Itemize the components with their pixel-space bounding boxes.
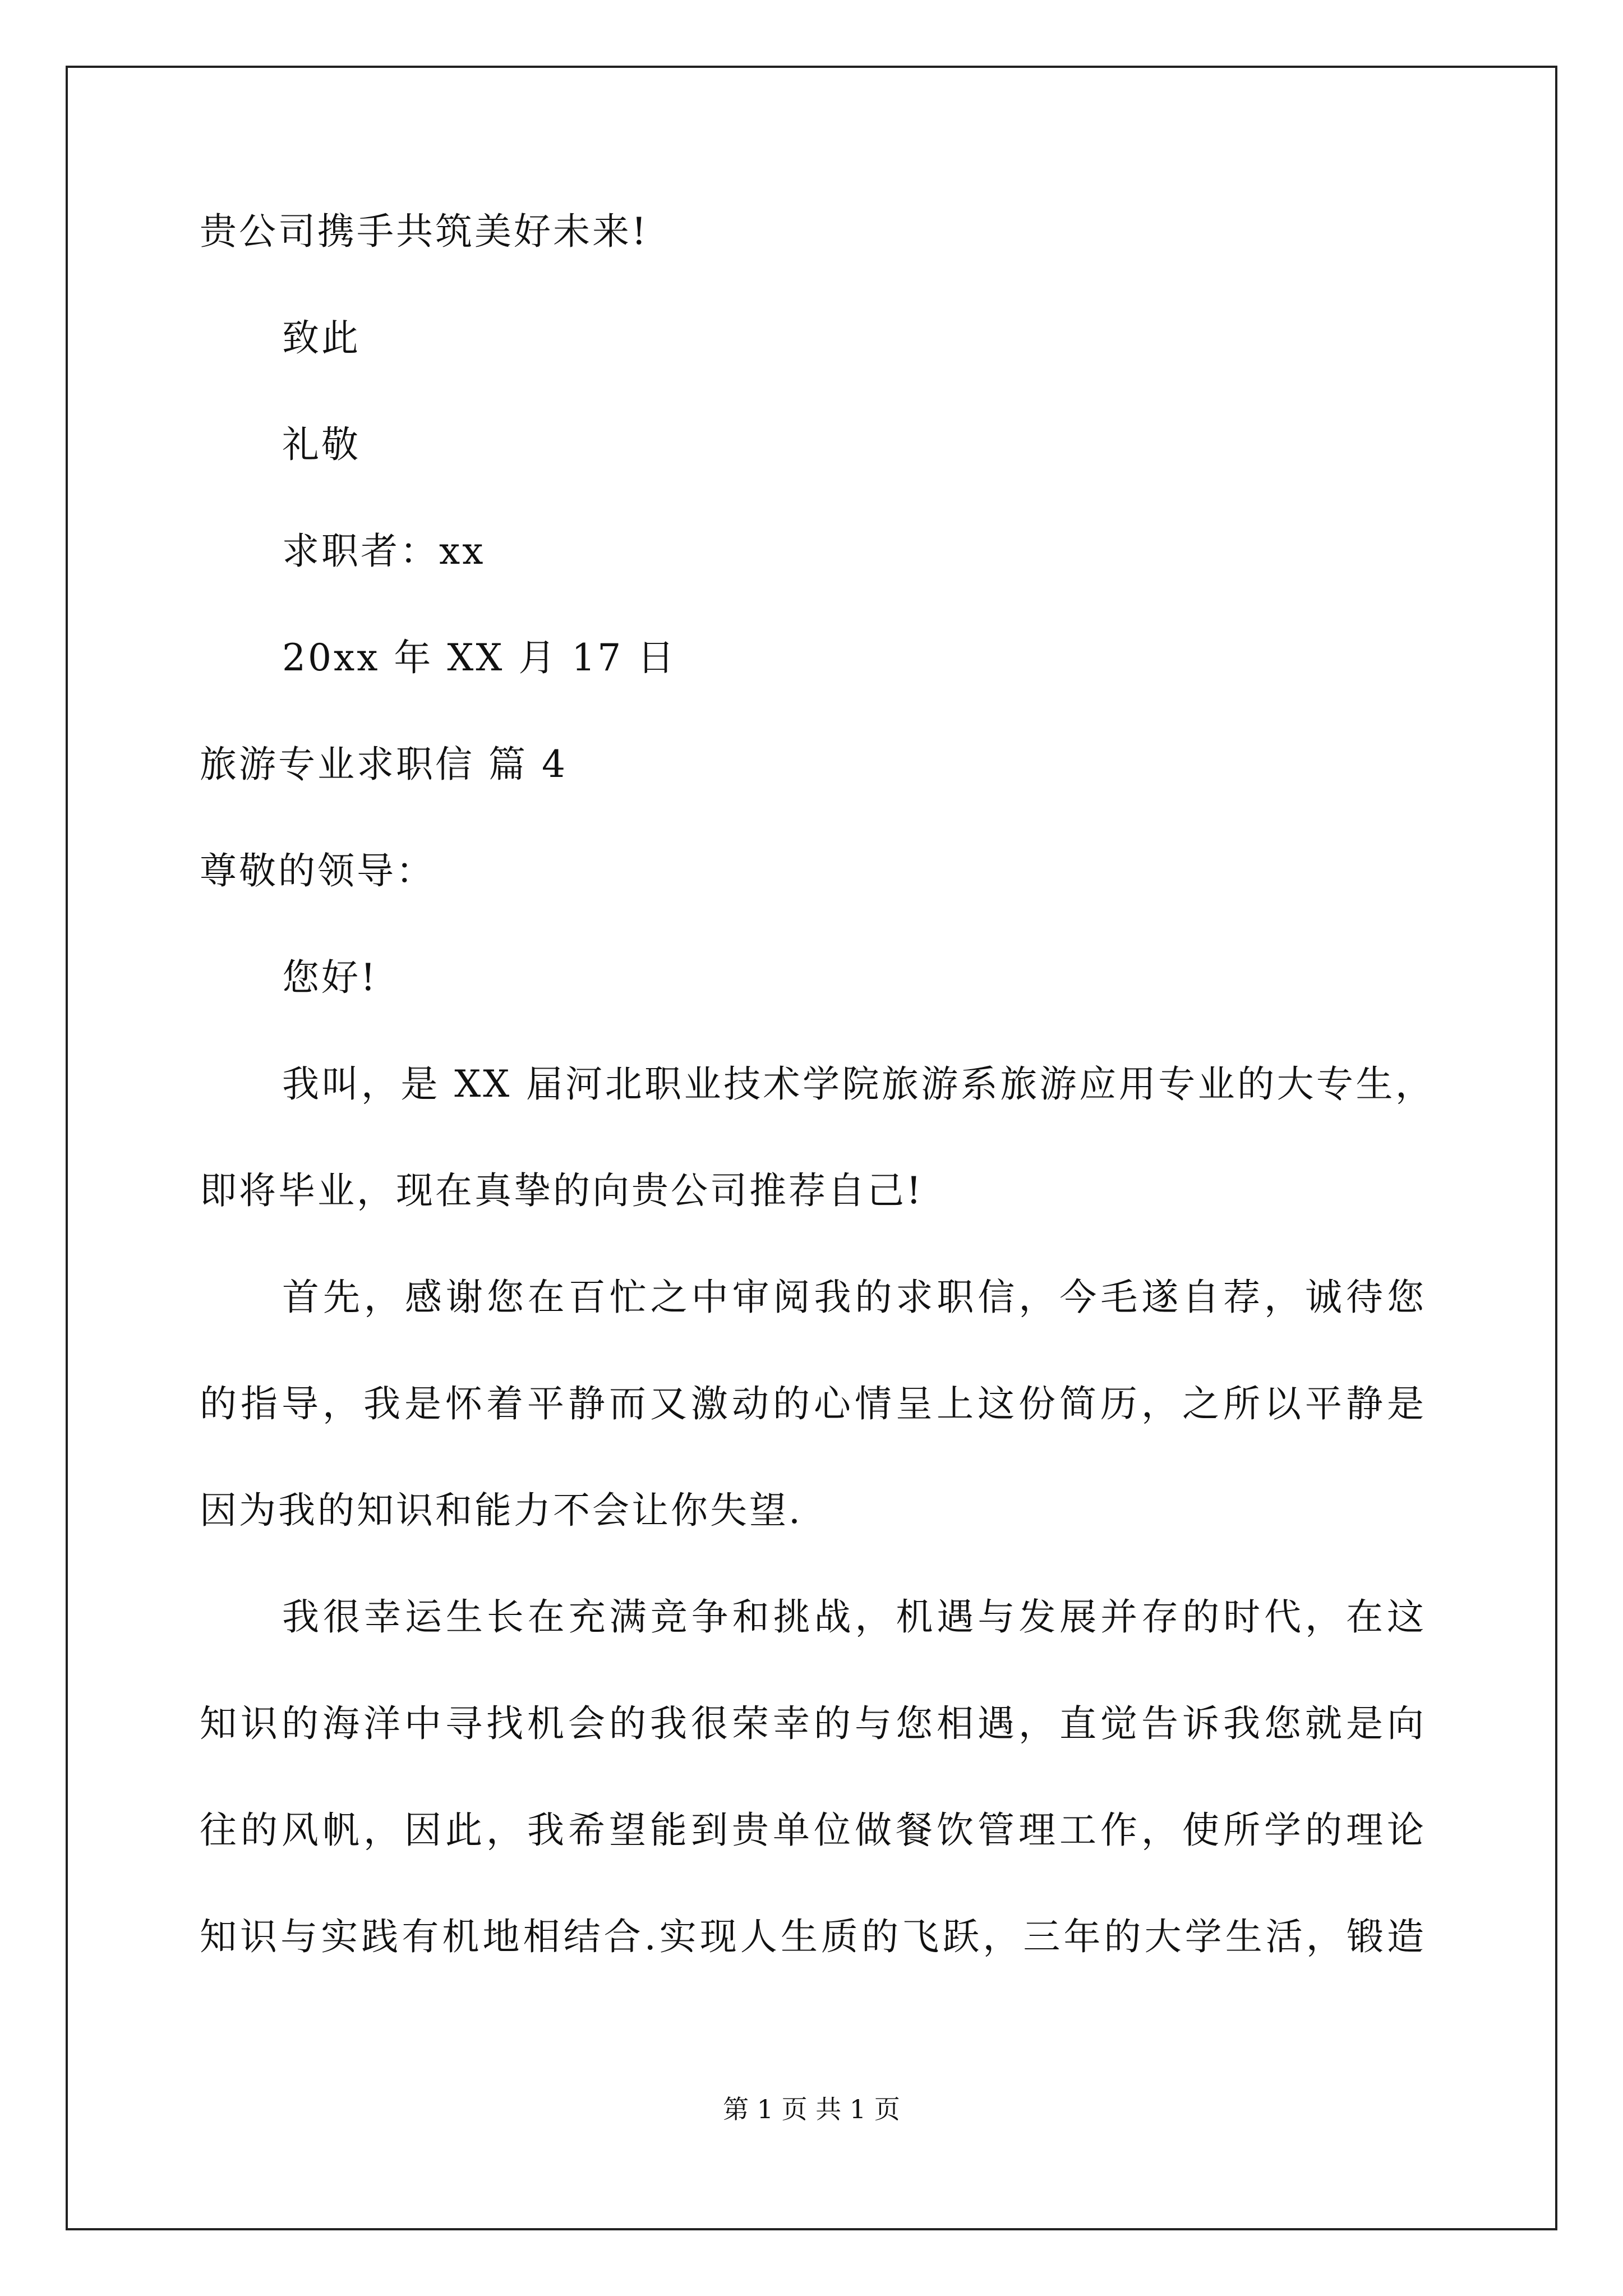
- paragraph-line: 的指导，我是怀着平静而又激动的心情呈上这份简历，之所以平静是: [200, 1382, 1426, 1425]
- section-title: 旅游专业求职信 篇 4: [200, 743, 568, 786]
- body-line-1: 贵公司携手共筑美好未来!: [200, 210, 649, 253]
- date-line: 20xx 年 XX 月 17 日: [282, 636, 677, 679]
- salutation-line: 礼敬: [282, 423, 361, 466]
- paragraph-line: 我叫，是 XX 届河北职业技术学院旅游系旅游应用专业的大专生，: [282, 1062, 1435, 1106]
- greeting-line: 尊敬的领导：: [200, 849, 435, 892]
- applicant-signature: 求职者：xx: [282, 530, 486, 573]
- paragraph-line: 知识与实践有机地相结合.实现人生质的飞跃，三年的大学生活，锻造: [200, 1915, 1426, 1958]
- hello-line: 您好!: [282, 956, 378, 999]
- paragraph-line: 知识的海洋中寻找机会的我很荣幸的与您相遇，直觉告诉我您就是向: [200, 1702, 1426, 1745]
- closing-line: 致此: [282, 316, 361, 360]
- paragraph-line: 往的风帆，因此，我希望能到贵单位做餐饮管理工作，使所学的理论: [200, 1809, 1426, 1852]
- page-border: [66, 66, 1557, 2230]
- paragraph-line: 首先，感谢您在百忙之中审阅我的求职信，今毛遂自荐，诚待您: [282, 1276, 1426, 1319]
- page-footer: 第 1 页 共 1 页: [723, 2094, 900, 2124]
- paragraph-line: 即将毕业，现在真挚的向贵公司推荐自己!: [200, 1169, 924, 1212]
- paragraph-line: 我很幸运生长在充满竞争和挑战，机遇与发展并存的时代，在这: [282, 1595, 1426, 1639]
- paragraph-line: 因为我的知识和能力不会让你失望.: [200, 1489, 803, 1532]
